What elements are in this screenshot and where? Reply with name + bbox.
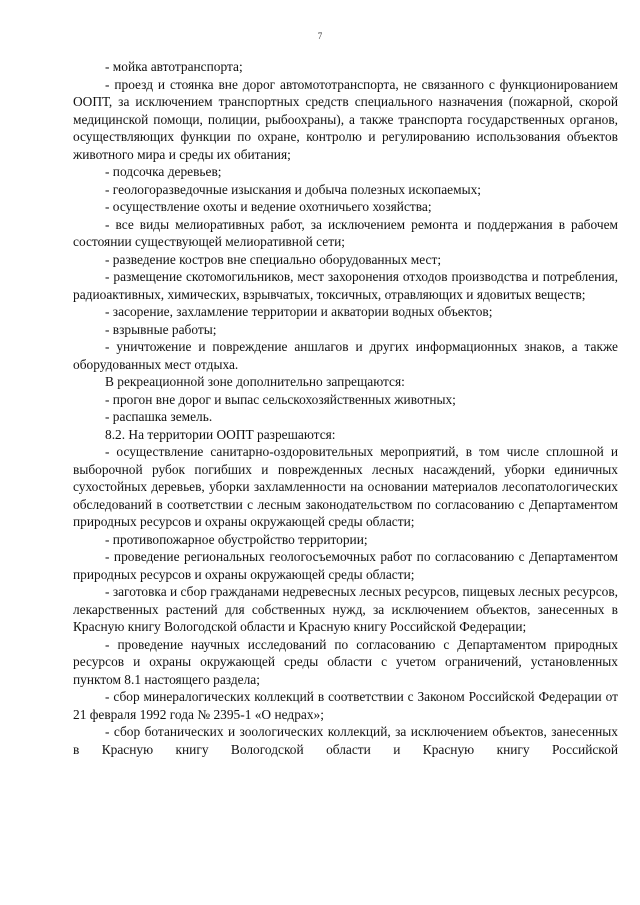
paragraph: - осуществление санитарно-оздоровительных мероприятий, в том числе сплошной и выборочной рубок погибших и поврежденных лесных насаждений, уборки единичных сухостойных деревьев, уборки захламленности на основании материалов лесопатологических обследований в соответствии с лесным законодательством по согласованию с Департаментом природных ресурсов и охраны окружающей среды области;: [73, 444, 618, 529]
paragraph: - сбор ботанических и зоологических коллекций, за исключением объектов, занесенных в Красную книгу Вологодской области и Красную книгу Российской: [73, 724, 618, 757]
paragraph: - осуществление охоты и ведение охотничьего хозяйства;: [105, 199, 432, 214]
page-number: 7: [317, 31, 323, 41]
paragraph: - прогон вне дорог и выпас сельскохозяйственных животных;: [105, 391, 456, 407]
paragraph: - подсочка деревьев;: [105, 164, 222, 179]
paragraph: - уничтожение и повреждение аншлагов и других информационных знаков, а также оборудованных мест отдыха.: [73, 339, 618, 372]
paragraph: - геологоразведочные изыскания и добыча полезных ископаемых;: [105, 181, 481, 197]
paragraph: - сбор минералогических коллекций в соответствии с Законом Российской Федерации от 21 февраля 1992 года № 2395-1 «О недрах»;: [73, 689, 618, 722]
paragraph: - проведение региональных геологосъемочных работ по согласованию с Департаментом природных ресурсов и охраны окружающей среды области;: [73, 549, 618, 582]
paragraph: - противопожарное обустройство территории;: [105, 531, 368, 547]
document-body: [73, 58, 618, 758]
paragraph: - разведение костров вне специально оборудованных мест;: [105, 251, 442, 267]
paragraph: - все виды мелиоративных работ, за исключением ремонта и поддержания в рабочем состоянии существующей мелиоративной сети;: [73, 216, 618, 249]
paragraph: - проезд и стоянка вне дорог автомототранспорта, не связанного с функционированием ООПТ, за исключением транспортных средств специального назначения (пожарной, скорой медицинской помощи, полиции, рыбоохраны), а также транспорта государственных органов, осуществляющих функции по охране, контролю и регулированию использования объектов животного мира и среды их обитания;: [73, 76, 618, 162]
paragraph: - взрывные работы;: [105, 321, 217, 337]
paragraph: - распашка земель.: [105, 409, 213, 424]
paragraph: 8.2. На территории ООПТ разрешаются:: [105, 426, 336, 442]
paragraph: - заготовка и сбор гражданами недревесных лесных ресурсов, пищевых лесных ресурсов, лекарственных растений для собственных нужд, за исключением объектов, занесенных в Красную книгу Вологодской области и Красную книгу Российской Федерации;: [73, 584, 618, 634]
paragraph: В рекреационной зоне дополнительно запрещаются:: [105, 374, 405, 389]
paragraph: - засорение, захламление территории и акватории водных объектов;: [105, 304, 493, 319]
paragraph: - проведение научных исследований по согласованию с Департаментом природных ресурсов и охраны окружающей среды области с учетом ограничений, установленных пунктом 8.1 настоящего раздела;: [73, 636, 618, 687]
paragraph: - размещение скотомогильников, мест захоронения отходов производства и потребления, радиоактивных, химических, взрывчатых, токсичных, отравляющих и ядовитых веществ;: [73, 269, 618, 302]
paragraph: - мойка автотранспорта;: [105, 59, 243, 74]
